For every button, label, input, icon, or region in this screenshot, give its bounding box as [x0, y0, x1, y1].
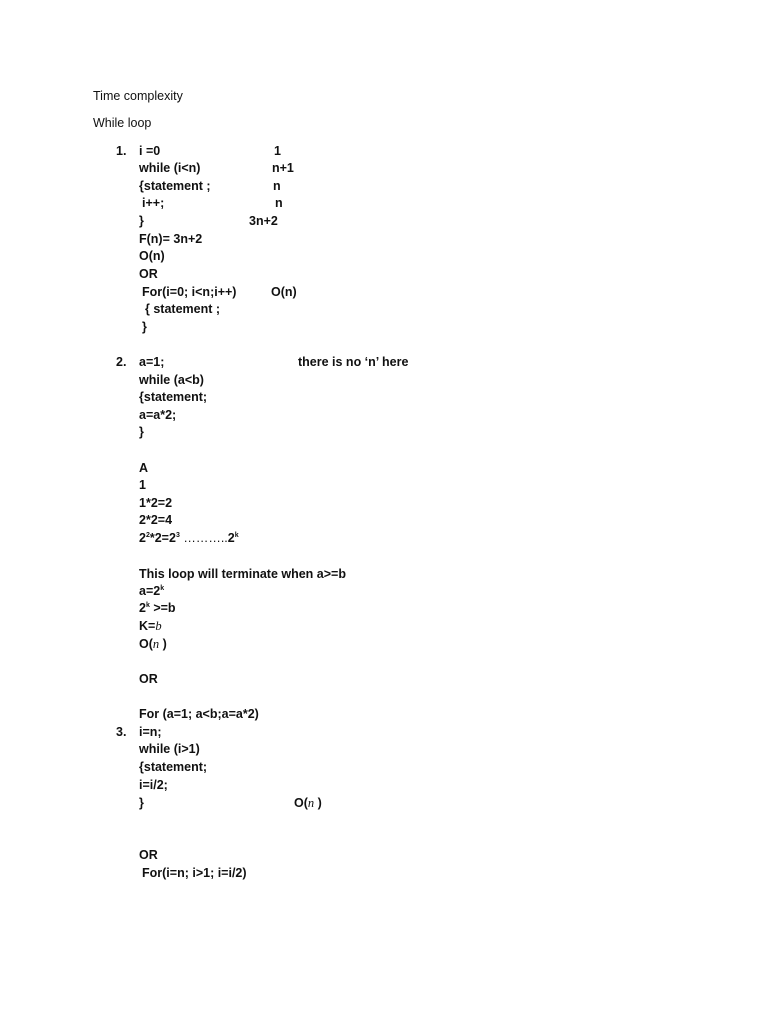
code-line: { statement ; [145, 302, 221, 316]
complexity-label: O(n ) [294, 796, 322, 810]
code-line: a=1; [139, 355, 165, 369]
math-line: $a=2^k$ [139, 584, 165, 598]
or-line: OR [139, 848, 158, 862]
code-line: i=i/2; [139, 778, 168, 792]
item-number-2: 2. [116, 355, 127, 369]
code-line: {statement ; [139, 179, 211, 193]
code-line: } [139, 214, 144, 228]
math-line: K=b [139, 619, 162, 633]
code-line: For(i=n; i>1; i=i/2) [142, 866, 247, 880]
cost-label: n+1 [272, 161, 294, 175]
code-line: i =0 [139, 144, 161, 158]
code-line: For (a=1; a<b;a=a*2) [139, 707, 259, 721]
complexity-line: O(n) [139, 249, 165, 263]
cost-label: 1 [274, 144, 281, 158]
code-line: {statement; [139, 760, 208, 774]
trace-line: 1*2=2 [139, 496, 173, 510]
code-line: i=n; [139, 725, 162, 739]
code-line: while (i<n) [139, 161, 201, 175]
trace-header: A [139, 461, 149, 475]
item-number-1: 1. [116, 144, 127, 158]
code-line: } [139, 796, 144, 810]
code-line: } [142, 320, 147, 334]
math-line: $2^k >=b$ [139, 601, 176, 615]
code-line: while (i>1) [139, 742, 200, 756]
code-line: For(i=0; i<n;i++) [142, 285, 237, 299]
code-line: } [139, 425, 144, 439]
subheading: While loop [93, 116, 152, 130]
cost-label: n [275, 196, 283, 210]
or-line: OR [139, 672, 158, 686]
termination-line: This loop will terminate when a>=b [139, 567, 346, 581]
code-line: {statement; [139, 390, 208, 404]
formula-line: F(n)= 3n+2 [139, 232, 203, 246]
complexity-label: O(n) [271, 285, 297, 299]
code-line: while (a<b) [139, 373, 204, 387]
trace-line: $2^2*2=2^3$ ………..2$^k$ [139, 531, 239, 545]
cost-label: n [273, 179, 281, 193]
total-cost-label: 3n+2 [249, 214, 278, 228]
code-line: a=a*2; [139, 408, 177, 422]
note-text: there is no ‘n’ here [298, 355, 409, 369]
code-line: i++; [142, 196, 165, 210]
complexity-line: O(n ) [139, 637, 167, 651]
item-number-3: 3. [116, 725, 127, 739]
or-line: OR [139, 267, 158, 281]
heading: Time complexity [93, 89, 183, 103]
trace-line: 1 [139, 478, 146, 492]
trace-line: 2*2=4 [139, 513, 173, 527]
